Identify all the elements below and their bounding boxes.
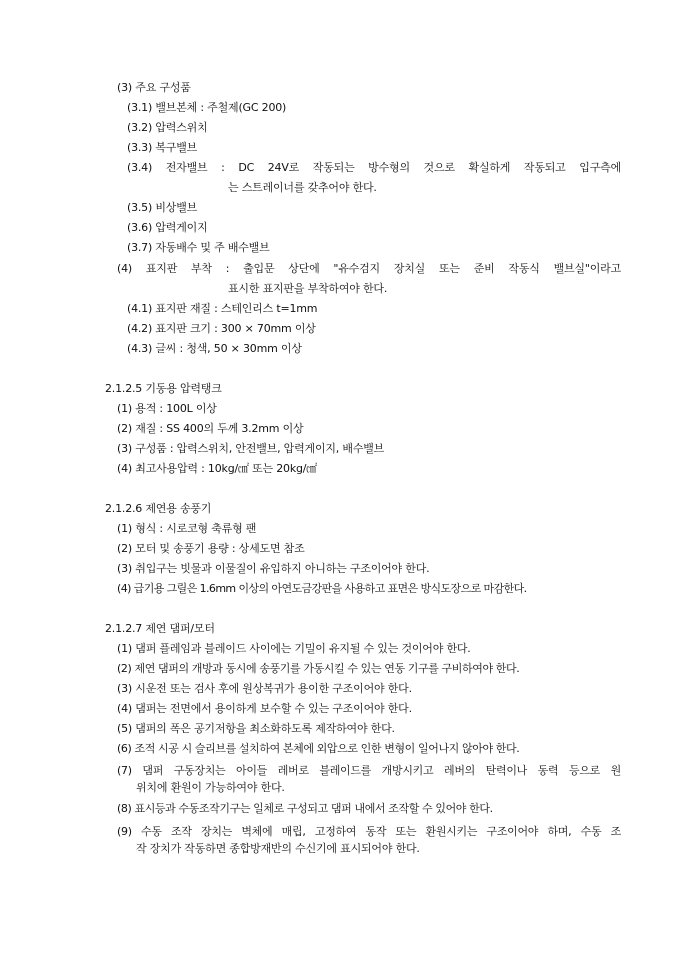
list-item-3-3: (3.3) 복구밸브 [127, 141, 198, 154]
list-item-4-2: (4.2) 표지판 크기 : 300 × 70mm 이상 [127, 322, 316, 335]
list-item-3-1: (3.1) 밸브본체 : 주철제(GC 200) [127, 101, 287, 114]
list-item-127-7: (7) 댐퍼 구동장치는 아이들 레버로 블레이드를 개방시키고 레버의 탄력이나 동력 등으로 원 [117, 764, 621, 777]
section-heading-2-1-2-5: 2.1.2.5 기동용 압력탱크 [105, 382, 222, 395]
list-item-125-2: (2) 재질 : SS 400의 두께 3.2mm 이상 [117, 422, 304, 435]
list-item-125-3: (3) 구성품 : 압력스위치, 안전밸브, 압력게이지, 배수밸브 [117, 442, 385, 455]
list-item-127-7-continuation: 위치에 환원이 가능하여야 한다. [136, 781, 285, 794]
list-item-127-5: (5) 댐퍼의 폭은 공기저항을 최소화하도록 제작하여야 한다. [117, 722, 395, 735]
list-item-125-4: (4) 최고사용압력 : 10kg/㎠ 또는 20kg/㎠ [117, 462, 318, 475]
list-item-127-3: (3) 시운전 또는 검사 후에 원상복귀가 용이한 구조이어야 한다. [117, 682, 412, 695]
list-item-127-8: (8) 표시등과 수동조작기구는 일체로 구성되고 댐퍼 내에서 조작할 수 있어야 한다. [117, 802, 493, 815]
list-item-3-6: (3.6) 압력게이지 [127, 221, 208, 234]
list-item-127-9: (9) 수동 조작 장치는 벽체에 매립, 고정하여 동작 또는 환원시키는 구조이어야 하며, 수동 조 [117, 825, 621, 838]
list-item-126-4: (4) 급기용 그릴은 1.6mm 이상의 아연도금강판을 사용하고 표면은 방식도장으로 마감한다. [117, 582, 527, 595]
list-item-126-2: (2) 모터 및 송풍기 용량 : 상세도면 참조 [117, 542, 305, 555]
list-item-3-7: (3.7) 자동배수 및 주 배수밸브 [127, 241, 270, 254]
list-item-127-4: (4) 댐퍼는 전면에서 용이하게 보수할 수 있는 구조이어야 한다. [117, 702, 412, 715]
list-item-4-3: (4.3) 글씨 : 청색, 50 × 30mm 이상 [127, 342, 302, 355]
section-heading-2-1-2-6: 2.1.2.6 제연용 송풍기 [105, 502, 212, 515]
list-item-127-9-continuation: 작 장치가 작동하면 종합방재반의 수신기에 표시되어야 한다. [136, 842, 420, 855]
section-4-line-1: (4) 표지판 부착 : 출입문 상단에 "유수검지 장치실 또는 준비 작동식 밸브실"이라고 [117, 262, 621, 275]
list-item-3-4-continuation: 는 스트레이너를 갖추어야 한다. [228, 181, 377, 194]
section-heading-2-1-2-7: 2.1.2.7 제연 댐퍼/모터 [105, 622, 215, 635]
list-item-125-1: (1) 용적 : 100L 이상 [117, 402, 217, 415]
list-item-126-3: (3) 취입구는 빗물과 이물질이 유입하지 아니하는 구조이어야 한다. [117, 562, 430, 575]
list-item-127-2: (2) 제연 댐퍼의 개방과 동시에 송풍기를 가동시킬 수 있는 연동 기구를 구비하여야 한다. [117, 662, 520, 675]
section-3-title: (3) 주요 구성품 [117, 81, 191, 94]
section-4-line-2: 표시한 표지판을 부착하여야 한다. [228, 282, 388, 295]
list-item-3-5: (3.5) 비상밸브 [127, 201, 198, 214]
list-item-4-1: (4.1) 표지판 재질 : 스테인리스 t=1mm [127, 302, 318, 315]
list-item-3-2: (3.2) 압력스위치 [127, 121, 208, 134]
list-item-3-4: (3.4) 전자밸브 : DC 24V로 작동되는 방수형의 것으로 확실하게 작동되고 입구측에 [127, 161, 621, 174]
list-item-126-1: (1) 형식 : 시로코형 축류형 팬 [117, 522, 257, 535]
list-item-127-1: (1) 댐퍼 플레임과 블레이드 사이에는 기밀이 유지될 수 있는 것이어야 한다. [117, 642, 471, 655]
list-item-127-6: (6) 조적 시공 시 슬리브를 설치하여 본체에 외압으로 인한 변형이 일어나지 않아야 한다. [117, 742, 520, 755]
